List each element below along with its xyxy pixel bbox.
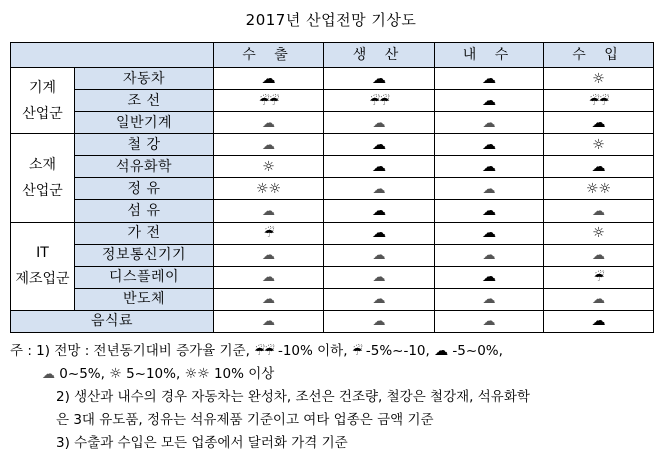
cell-production: [324, 222, 435, 244]
sun-icon: ☼: [592, 225, 605, 242]
group-label-line: 소재: [28, 156, 57, 173]
legend-storm1-icon: ☔: [351, 344, 362, 358]
row-label: 디스플레이: [75, 266, 214, 288]
light-cloud-icon: ☁: [262, 115, 275, 131]
double-umbrella-icon: ☔☔: [369, 93, 389, 108]
table-body: [11, 68, 654, 333]
dark-cloud-icon: ☁: [372, 225, 386, 242]
cell-export: [214, 134, 324, 156]
legend-storm2-text: -10% 이하,: [277, 343, 348, 359]
light-cloud-icon: ☁: [262, 203, 275, 219]
group-label-line: 산업군: [22, 182, 63, 199]
cell-production: [324, 90, 435, 112]
dark-cloud-icon: ☁: [591, 158, 606, 175]
note-2: 2) 생산과 내수의 경우 자동차는 완성차, 조선은 건조량, 철강은 철강재, 석유화학: [56, 389, 530, 405]
header-corner: [11, 43, 214, 68]
light-cloud-icon: ☁: [262, 270, 275, 286]
cell-import: [544, 244, 654, 266]
umbrella-icon: ☔: [263, 226, 274, 241]
umbrella-icon: ☔: [593, 270, 604, 285]
legend-cloud-light-text: 0~5%,: [59, 366, 105, 382]
cell-production: [324, 156, 435, 178]
cell-import: [544, 222, 654, 244]
legend-cloud-light-icon: ☁: [42, 367, 55, 382]
cell-import: [544, 178, 654, 200]
forecast-table: [10, 42, 654, 333]
dark-cloud-icon: ☁: [482, 70, 496, 87]
dark-cloud-icon: ☁: [482, 158, 496, 175]
cell-import: [544, 288, 654, 310]
light-cloud-icon: ☁: [262, 137, 275, 153]
column-header-domestic: 내 수: [435, 43, 544, 68]
light-cloud-icon: ☁: [372, 181, 386, 197]
table-row: [11, 288, 654, 310]
cell-production: [324, 68, 435, 90]
sun-icon: ☼: [262, 158, 275, 175]
light-cloud-icon: ☁: [482, 115, 496, 131]
table-row: [11, 222, 654, 244]
light-cloud-icon: ☁: [482, 314, 496, 330]
light-cloud-icon: ☁: [372, 248, 386, 264]
light-cloud-icon: ☁: [372, 270, 386, 286]
cell-production: [324, 266, 435, 288]
cell-import: [544, 200, 654, 222]
dark-cloud-icon: ☁: [372, 136, 386, 153]
dark-cloud-icon: ☁: [372, 202, 386, 219]
sun-icon: ☼: [592, 136, 605, 153]
table-row: [11, 244, 654, 266]
light-cloud-icon: ☁: [482, 181, 496, 197]
legend-storm2-icon: ☔☔: [254, 344, 274, 358]
cell-import: [544, 310, 654, 332]
cell-domestic: [435, 112, 544, 134]
legend-cloud-dark-text: -5~0%,: [452, 343, 503, 359]
cell-production: [324, 134, 435, 156]
cell-production: [324, 178, 435, 200]
table-row: [11, 68, 654, 90]
cell-production: [324, 112, 435, 134]
dark-cloud-icon: ☁: [482, 202, 496, 219]
row-label: 섬 유: [75, 200, 214, 222]
cell-production: [324, 288, 435, 310]
group-label-line: 제조업군: [15, 271, 70, 288]
cell-production: [324, 200, 435, 222]
row-label: 반도체: [75, 288, 214, 310]
cell-domestic: [435, 200, 544, 222]
cell-export: [214, 68, 324, 90]
light-cloud-icon: ☁: [262, 292, 275, 308]
row-label: 철 강: [75, 134, 214, 156]
table-row: [11, 266, 654, 288]
dark-cloud-icon: ☁: [591, 313, 606, 330]
note-1-cont: [10, 363, 655, 386]
light-cloud-icon: ☁: [372, 292, 386, 308]
cell-domestic: [435, 134, 544, 156]
cell-import: [544, 112, 654, 134]
group-label: [11, 68, 75, 134]
legend-sun2-text: 10% 이상: [213, 366, 275, 382]
cell-domestic: [435, 90, 544, 112]
row-label: 정 유: [75, 178, 214, 200]
table-row: [11, 134, 654, 156]
cell-production: [324, 310, 435, 332]
page-title: 2017년 산업전망 기상도: [245, 11, 417, 29]
column-header-production: 생 산: [324, 43, 435, 68]
column-header-export: 수 출: [214, 43, 324, 68]
double-sun-icon: ☼☼: [585, 180, 612, 197]
group-label-line: 산업군: [22, 105, 63, 122]
table-row: [11, 178, 654, 200]
double-umbrella-icon: ☔☔: [588, 93, 609, 108]
cell-import: [544, 156, 654, 178]
dark-cloud-icon: ☁: [482, 225, 496, 242]
cell-domestic: [435, 288, 544, 310]
cell-production: [324, 244, 435, 266]
row-label: 음식료: [11, 310, 214, 332]
row-label: 가 전: [75, 222, 214, 244]
light-cloud-icon: ☁: [482, 248, 496, 264]
row-label: 자동차: [75, 68, 214, 90]
cell-export: [214, 156, 324, 178]
cell-export: [214, 200, 324, 222]
light-cloud-icon: ☁: [482, 292, 496, 308]
legend-storm1-text: -5%~-10,: [365, 343, 430, 359]
cell-domestic: [435, 178, 544, 200]
light-cloud-icon: ☁: [372, 115, 386, 131]
cell-domestic: [435, 68, 544, 90]
light-cloud-icon: ☁: [372, 314, 386, 330]
cell-domestic: [435, 222, 544, 244]
cell-export: [214, 288, 324, 310]
light-cloud-icon: ☁: [262, 248, 275, 264]
table-row: [11, 112, 654, 134]
header-row: [11, 43, 654, 68]
note-1: [10, 340, 655, 363]
cell-import: [544, 266, 654, 288]
row-label: 정보통신기기: [75, 244, 214, 266]
dark-cloud-icon: ☁: [482, 269, 496, 286]
cell-import: [544, 68, 654, 90]
note-3: 3) 수출과 수입은 모든 업종에서 달러화 가격 기준: [56, 435, 348, 451]
cell-export: [214, 178, 324, 200]
dark-cloud-icon: ☁: [372, 70, 386, 87]
light-cloud-icon: ☁: [592, 292, 605, 308]
cell-export: [214, 222, 324, 244]
dark-cloud-icon: ☁: [372, 158, 386, 175]
cell-domestic: [435, 244, 544, 266]
cell-import: [544, 90, 654, 112]
dark-cloud-icon: ☁: [482, 92, 496, 109]
cell-domestic: [435, 156, 544, 178]
double-umbrella-icon: ☔☔: [258, 93, 279, 108]
double-sun-icon: ☼☼: [255, 180, 282, 197]
group-label-line: 기계: [28, 79, 57, 96]
table-row: [11, 90, 654, 112]
light-cloud-icon: ☁: [592, 203, 605, 219]
cell-export: [214, 90, 324, 112]
cell-export: [214, 244, 324, 266]
cell-domestic: [435, 266, 544, 288]
cell-export: [214, 112, 324, 134]
row-label: 석유화학: [75, 156, 214, 178]
note-1-prefix: 주 : 1) 전망 : 전년동기대비 증가율 기준,: [10, 343, 255, 359]
dark-cloud-icon: ☁: [482, 136, 496, 153]
cell-export: [214, 310, 324, 332]
sun-icon: ☼: [592, 70, 605, 87]
light-cloud-icon: ☁: [592, 248, 605, 264]
legend-cloud-dark-icon: ☁: [434, 343, 449, 359]
column-header-import: 수 입: [544, 43, 654, 68]
group-label-line: IT: [36, 245, 49, 262]
cell-export: [214, 266, 324, 288]
legend-sun1-text: 5~10%,: [126, 366, 181, 382]
table-row: [11, 156, 654, 178]
row-label: 조 선: [75, 90, 214, 112]
group-label: [11, 222, 75, 310]
light-cloud-icon: ☁: [262, 314, 275, 330]
table-row: [11, 310, 654, 332]
dark-cloud-icon: ☁: [261, 70, 276, 87]
cell-import: [544, 134, 654, 156]
dark-cloud-icon: ☁: [591, 114, 606, 131]
note-2-cont: 은 3대 유도품, 정유는 석유제품 기준이고 여타 업종은 금액 기준: [56, 412, 434, 428]
row-label: 일반기계: [75, 112, 214, 134]
cell-domestic: [435, 310, 544, 332]
legend-sun2-icon: ☼☼: [184, 366, 210, 382]
notes: [10, 340, 655, 455]
table-row: [11, 200, 654, 222]
legend-sun1-icon: ☼: [109, 366, 122, 382]
group-label: [11, 134, 75, 222]
